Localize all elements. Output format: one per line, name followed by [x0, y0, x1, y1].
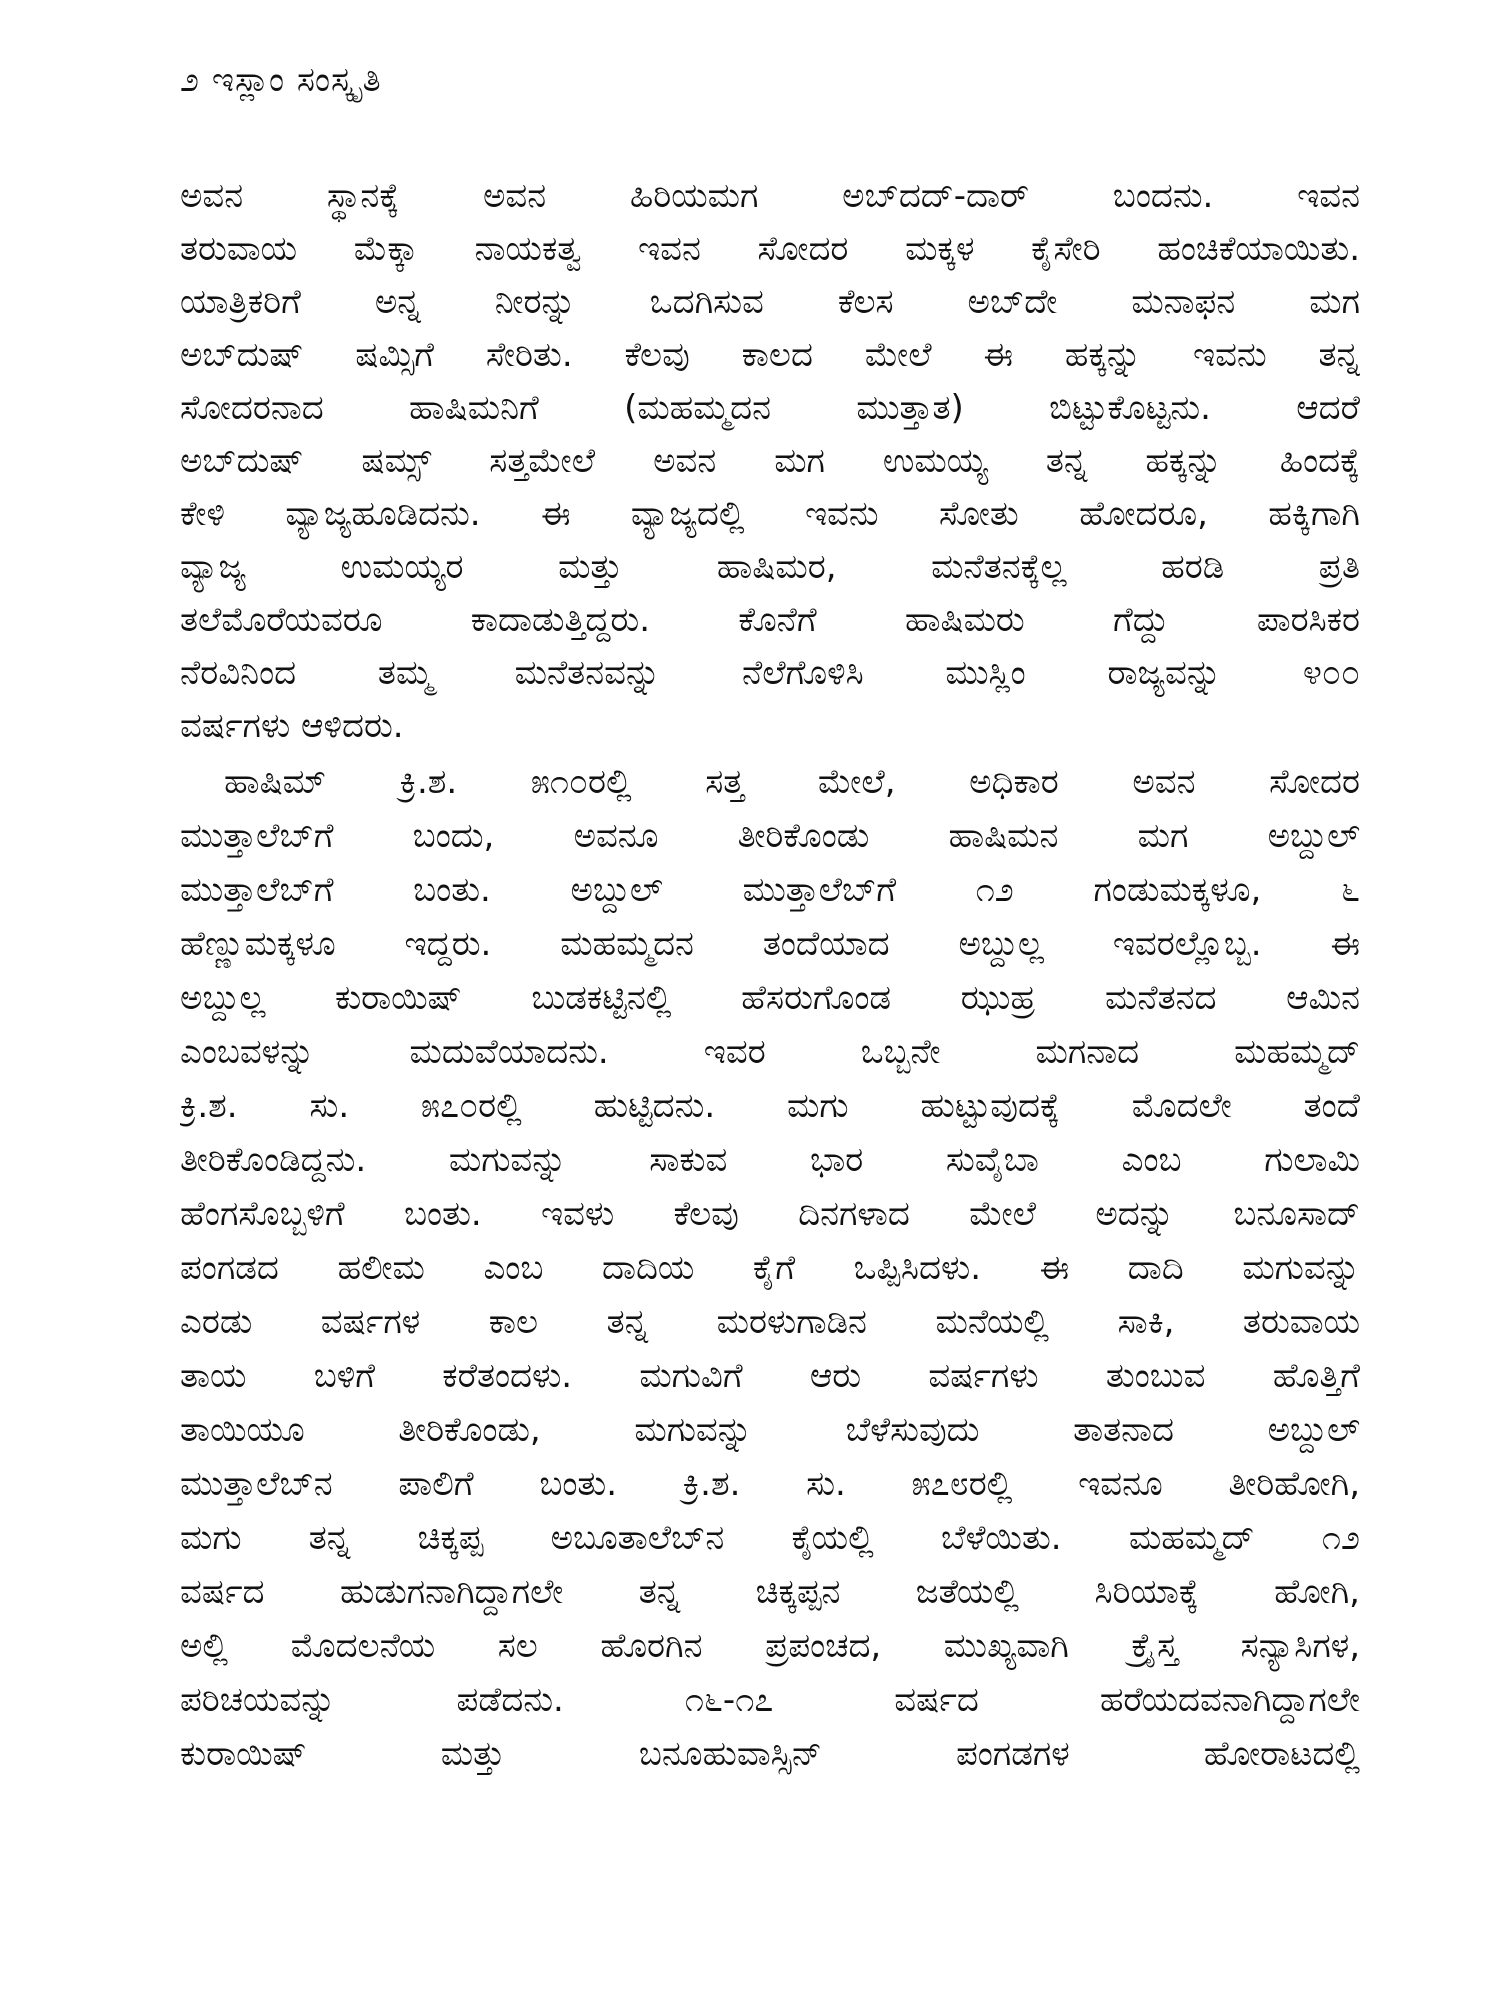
paragraph-1 [180, 170, 1360, 753]
text-line: ಎಂಬವಳನ್ನು ಮದುವೆಯಾದನು. ಇವರ ಒಬ್ಬನೇ ಮಗನಾದ ಮಹಮ್ಮದ್ [180, 1032, 1360, 1072]
text-line: ಮಗು ತನ್ನ ಚಿಕ್ಕಪ್ಪ ಅಬೂತಾಲೆಬ್‌ನ ಕೈಯಲ್ಲಿ ಬೆಳೆಯಿತು. ಮಹಮ್ಮದ್ ೧೨ [180, 1518, 1360, 1558]
text-line: ಕ್ರಿ.ಶ. ಸು. ೫೭೦ರಲ್ಲಿ ಹುಟ್ಟಿದನು. ಮಗು ಹುಟ್ಟುವುದಕ್ಕೆ ಮೊದಲೇ ತಂದೆ [180, 1086, 1360, 1126]
body-text [180, 170, 1360, 1781]
text-line: ಅವನ ಸ್ಥಾನಕ್ಕೆ ಅವನ ಹಿರಿಯಮಗ ಅಬ್‌ದದ್-ದಾರ್ ಬಂದನು. ಇವನ [180, 176, 1360, 216]
text-line: ಅಬ್ದುಲ್ಲ ಕುರಾಯಿಷ್ ಬುಡಕಟ್ಟಿನಲ್ಲಿ ಹೆಸರುಗೊಂಡ ಝುಹ್ರ ಮನೆತನದ ಆಮಿನ [180, 978, 1360, 1018]
text-line: ಸೋದರನಾದ ಹಾಷಿಮನಿಗೆ (ಮಹಮ್ಮದನ ಮುತ್ತಾತ) ಬಿಟ್ಟುಕೊಟ್ಟನು. ಆದರೆ [180, 388, 1360, 428]
text-line: ಯಾತ್ರಿಕರಿಗೆ ಅನ್ನ ನೀರನ್ನು ಒದಗಿಸುವ ಕೆಲಸ ಅಬ್‌ದೇ ಮನಾಫನ ಮಗ [180, 282, 1360, 322]
text-line: ತಲೆಮೊರೆಯವರೂ ಕಾದಾಡುತ್ತಿದ್ದರು. ಕೊನೆಗೆ ಹಾಷಿಮರು ಗೆದ್ದು ಪಾರಸಿಕರ [180, 600, 1360, 640]
text-line: ವರ್ಷದ ಹುಡುಗನಾಗಿದ್ದಾಗಲೇ ತನ್ನ ಚಿಕ್ಕಪ್ಪನ ಜತೆಯಲ್ಲಿ ಸಿರಿಯಾಕ್ಕೆ ಹೋಗಿ, [180, 1572, 1360, 1612]
text-line: ಅಬ್‌ದುಷ್ ಷಮ್ಸ್ ಸತ್ತಮೇಲೆ ಅವನ ಮಗ ಉಮಯ್ಯ ತನ್ನ ಹಕ್ಕನ್ನು ಹಿಂದಕ್ಕೆ [180, 441, 1360, 481]
text-line: ಪರಿಚಯವನ್ನು ಪಡೆದನು. ೧೬-೧೭ ವರ್ಷದ ಹರೆಯದವನಾಗಿದ್ದಾಗಲೇ [180, 1680, 1360, 1720]
text-line: ಮುತ್ತಾಲೆಬ್‌ನ ಪಾಲಿಗೆ ಬಂತು. ಕ್ರಿ.ಶ. ಸು. ೫೭೮ರಲ್ಲಿ ಇವನೂ ತೀರಿಹೋಗಿ, [180, 1464, 1360, 1504]
text-line: ಪಂಗಡದ ಹಲೀಮ ಎಂಬ ದಾದಿಯ ಕೈಗೆ ಒಪ್ಪಿಸಿದಳು. ಈ ದಾದಿ ಮಗುವನ್ನು [180, 1248, 1360, 1288]
text-line: ಮುತ್ತಾಲೆಬ್‌ಗೆ ಬಂದು, ಅವನೂ ತೀರಿಕೊಂಡು ಹಾಷಿಮನ ಮಗ ಅಬ್ದುಲ್ [180, 816, 1360, 856]
running-header: ೨ ಇಸ್ಲಾಂ ಸಂಸ್ಕೃತಿ [180, 60, 382, 100]
text-line: ತಾಯ ಬಳಿಗೆ ಕರೆತಂದಳು. ಮಗುವಿಗೆ ಆರು ವರ್ಷಗಳು ತುಂಬುವ ಹೊತ್ತಿಗೆ [180, 1356, 1360, 1396]
text-line: ವರ್ಷಗಳು ಆಳಿದರು. [180, 706, 404, 746]
text-line: ಅಬ್‌ದುಷ್ ಷಮ್ಸಿಗೆ ಸೇರಿತು. ಕೆಲವು ಕಾಲದ ಮೇಲೆ ಈ ಹಕ್ಕನ್ನು ಇವನು ತನ್ನ [180, 335, 1360, 375]
text-line: ಹೆಣ್ಣುಮಕ್ಕಳೂ ಇದ್ದರು. ಮಹಮ್ಮದನ ತಂದೆಯಾದ ಅಬ್ದುಲ್ಲ ಇವರಲ್ಲೊಬ್ಬ. ಈ [180, 924, 1360, 964]
text-line: ವ್ಯಾಜ್ಯ ಉಮಯ್ಯರ ಮತ್ತು ಹಾಷಿಮರ, ಮನೆತನಕ್ಕೆಲ್ಲ ಹರಡಿ ಪ್ರತಿ [180, 547, 1360, 587]
text-line: ತಾಯಿಯೂ ತೀರಿಕೊಂಡು, ಮಗುವನ್ನು ಬೆಳೆಸುವುದು ತಾತನಾದ ಅಬ್ದುಲ್ [180, 1410, 1360, 1450]
text-line: ಅಲ್ಲಿ ಮೊದಲನೆಯ ಸಲ ಹೊರಗಿನ ಪ್ರಪಂಚದ, ಮುಖ್ಯವಾಗಿ ಕ್ರೈಸ್ತ ಸನ್ಯಾಸಿಗಳ, [180, 1626, 1360, 1666]
text-line: ಹಾಷಿಮ್ ಕ್ರಿ.ಶ. ೫೧೦ರಲ್ಲಿ ಸತ್ತ ಮೇಲೆ, ಅಧಿಕಾರ ಅವನ ಸೋದರ [224, 762, 1360, 802]
text-line: ಕುರಾಯಿಷ್ ಮತ್ತು ಬನೂಹುವಾಸ್ಸಿನ್ ಪಂಗಡಗಳ ಹೋರಾಟದಲ್ಲಿ [180, 1734, 1360, 1774]
text-line: ಮುತ್ತಾಲೆಬ್‌ಗೆ ಬಂತು. ಅಬ್ದುಲ್ ಮುತ್ತಾಲೆಬ್‌ಗೆ ೧೨ ಗಂಡುಮಕ್ಕಳೂ, ೬ [180, 870, 1360, 910]
paragraph-2 [180, 755, 1360, 1781]
text-line: ಎರಡು ವರ್ಷಗಳ ಕಾಲ ತನ್ನ ಮರಳುಗಾಡಿನ ಮನೆಯಲ್ಲಿ ಸಾಕಿ, ತರುವಾಯ [180, 1302, 1360, 1342]
text-line: ತರುವಾಯ ಮೆಕ್ಕಾ ನಾಯಕತ್ವ ಇವನ ಸೋದರ ಮಕ್ಕಳ ಕೈಸೇರಿ ಹಂಚಿಕೆಯಾಯಿತು. [180, 229, 1360, 269]
text-line: ಹೆಂಗಸೊಬ್ಬಳಿಗೆ ಬಂತು. ಇವಳು ಕೆಲವು ದಿನಗಳಾದ ಮೇಲೆ ಅದನ್ನು ಬನೂಸಾದ್ [180, 1194, 1360, 1234]
text-line: ತೀರಿಕೊಂಡಿದ್ದನು. ಮಗುವನ್ನು ಸಾಕುವ ಭಾರ ಸುವೈಬಾ ಎಂಬ ಗುಲಾಮಿ [180, 1140, 1360, 1180]
text-line: ನೆರವಿನಿಂದ ತಮ್ಮ ಮನೆತನವನ್ನು ನೆಲೆಗೊಳಿಸಿ ಮುಸ್ಲಿಂ ರಾಜ್ಯವನ್ನು ೪೦೦ [180, 653, 1360, 693]
text-line: ಕೇಳಿ ವ್ಯಾಜ್ಯಹೂಡಿದನು. ಈ ವ್ಯಾಜ್ಯದಲ್ಲಿ ಇವನು ಸೋತು ಹೋದರೂ, ಹಕ್ಕಿಗಾಗಿ [180, 494, 1360, 534]
